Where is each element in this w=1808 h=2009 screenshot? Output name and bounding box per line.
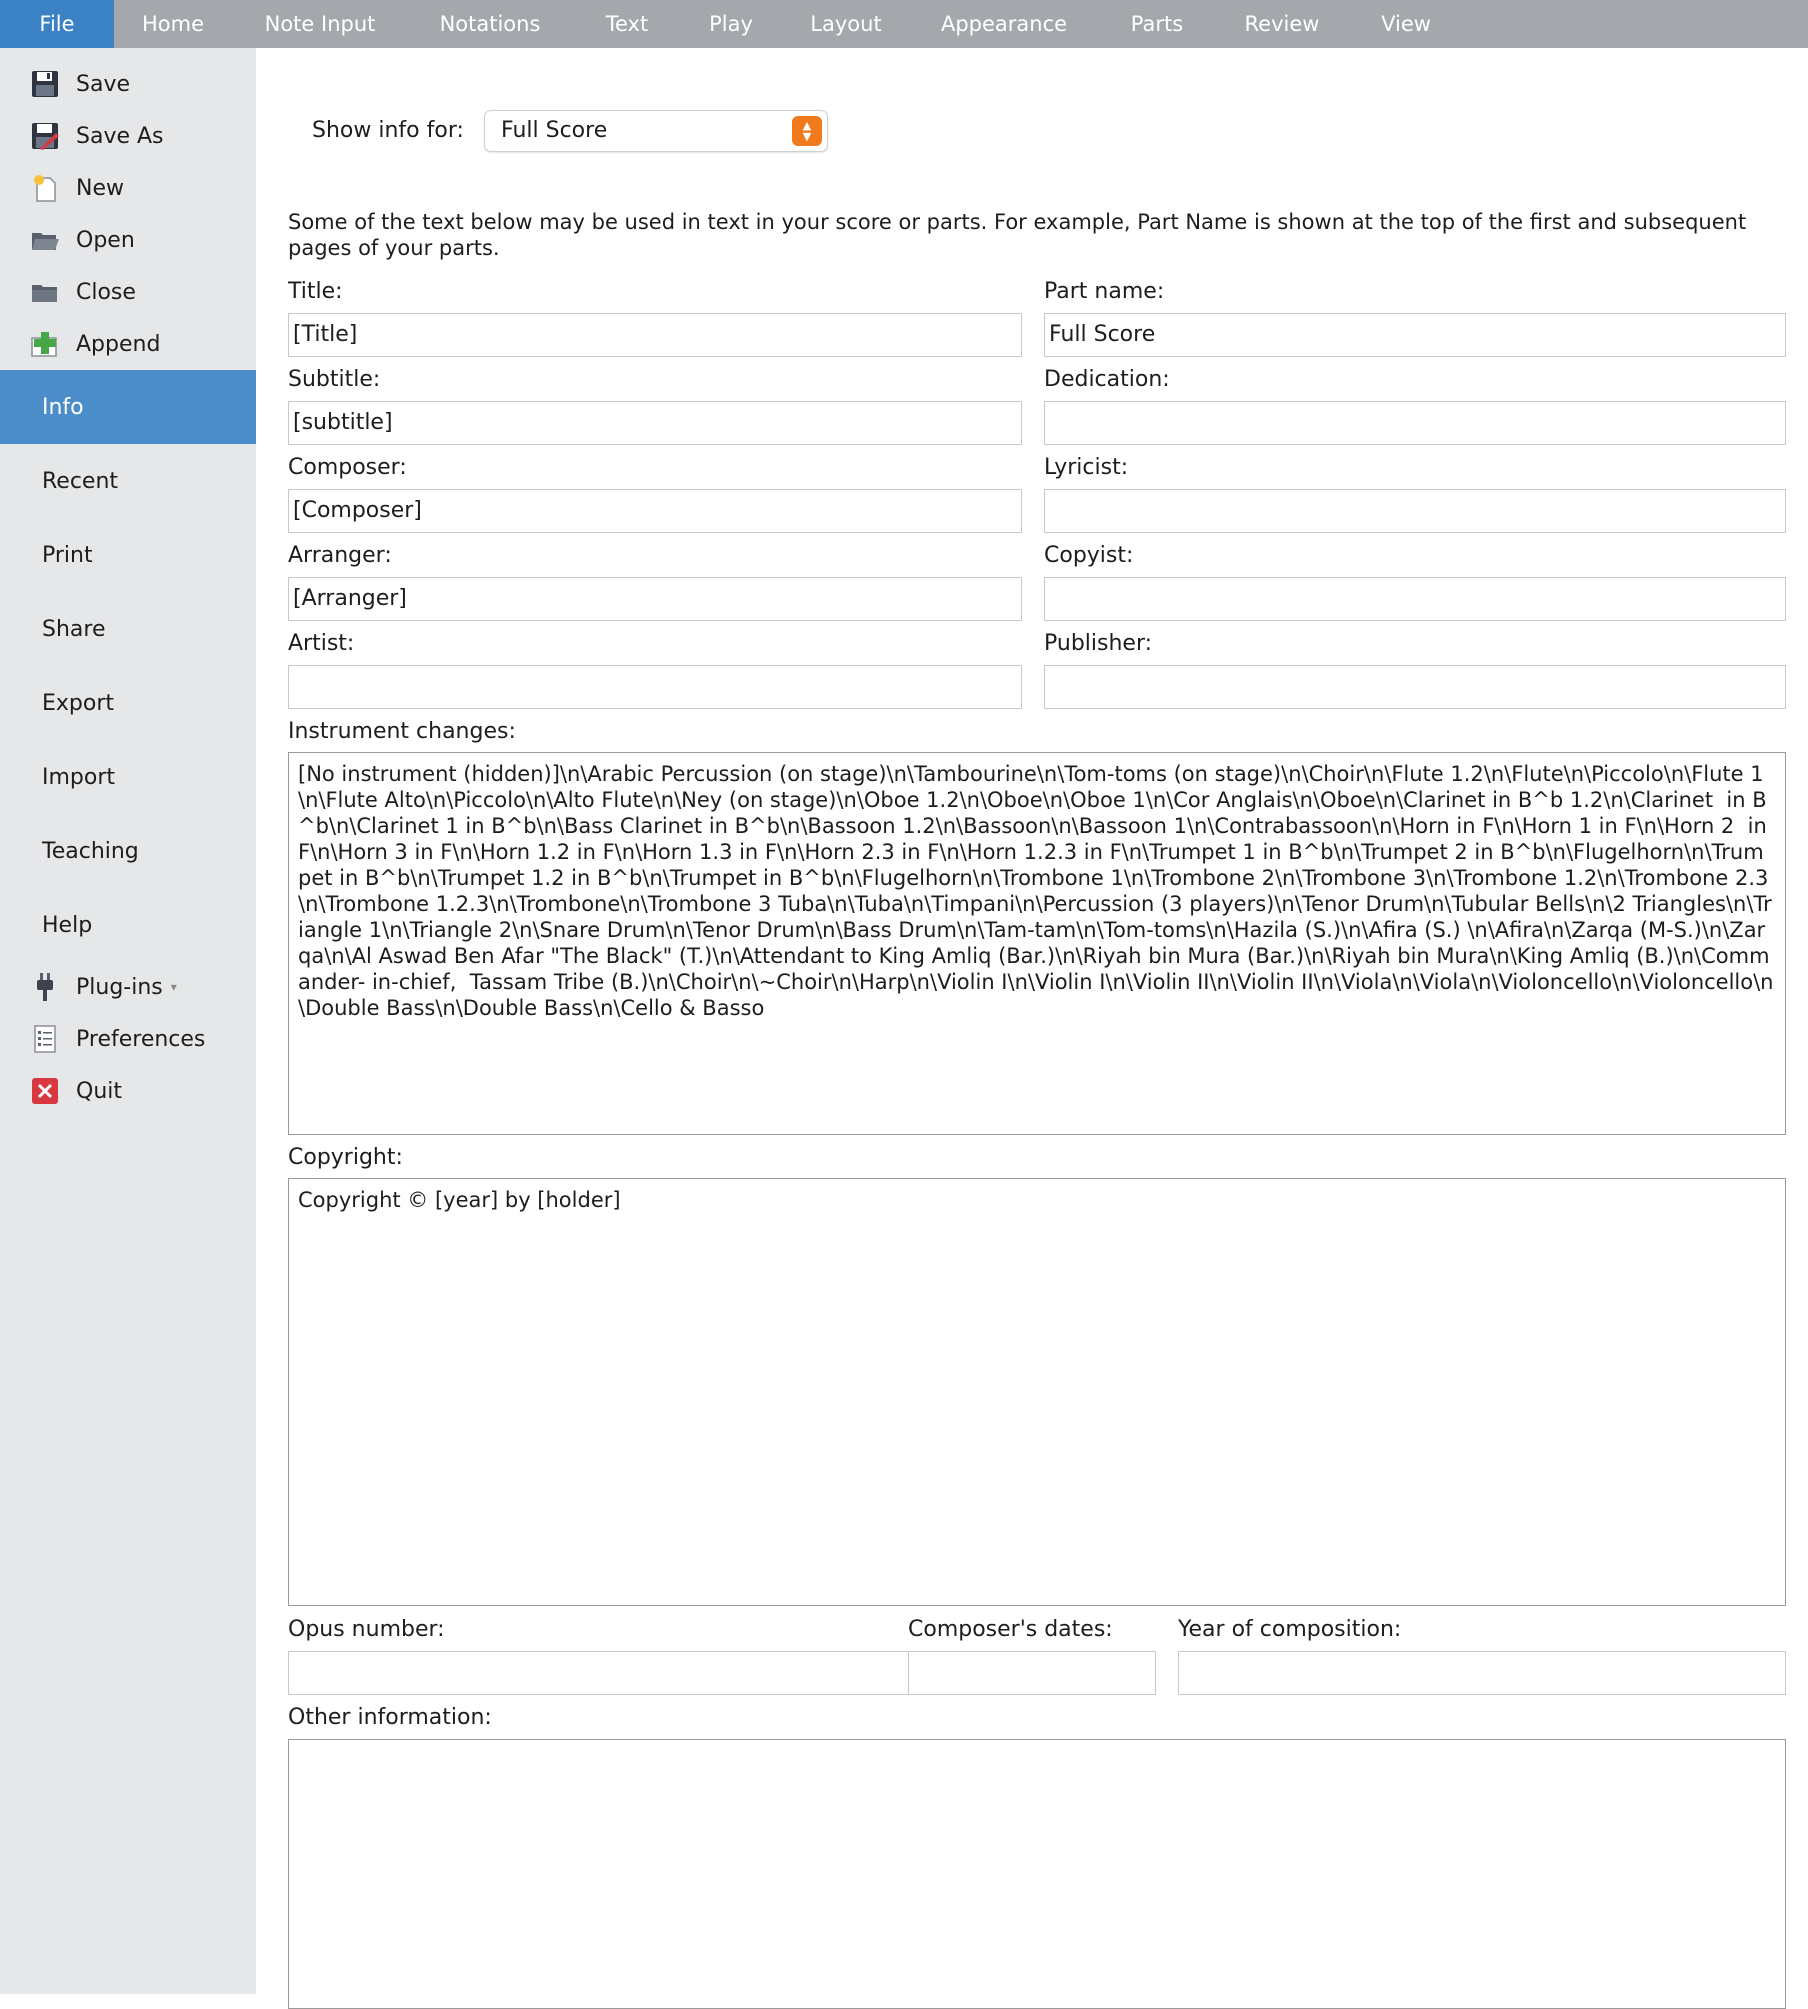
dedication-label: Dedication:	[1044, 367, 1170, 392]
save-as-button[interactable]	[0, 110, 256, 162]
ribbon-tab-bar	[0, 0, 1808, 48]
quit-icon	[30, 1076, 60, 1106]
instrument-changes-label: Instrument changes:	[288, 719, 516, 744]
floppy-disk-icon	[30, 69, 60, 99]
folder-open-icon	[30, 225, 60, 255]
sidebar-item-teaching[interactable]: Teaching	[42, 838, 139, 864]
publisher-field[interactable]	[1044, 665, 1786, 709]
copyright-label: Copyright:	[288, 1145, 403, 1170]
other-information-field[interactable]	[288, 1739, 1786, 2009]
tab-parts[interactable]: Parts	[1130, 12, 1184, 36]
backstage-sidebar	[0, 48, 256, 1994]
append-label: Append	[76, 331, 161, 357]
folder-close-icon	[30, 277, 60, 307]
new-label: New	[76, 175, 124, 201]
save-label: Save	[76, 71, 131, 97]
show-info-for-select[interactable]	[484, 110, 828, 152]
preferences-icon	[30, 1024, 60, 1054]
instrument-changes-field[interactable]: [No instrument (hidden)]\n\Arabic Percussion (on stage)\n\Tambourine\n\Tom-toms (on stage)\n\Choir\n\Flute 1.2\n\Flute\n\Piccolo\n\Flute 1\n\Flute Alto\n\Piccolo\n\Alto Flute\n\Ney (on stage)\n\Oboe 1.2\n\Oboe\n\Oboe 1\n\Cor Anglais\n\Oboe\n\Clarinet in B^b 1.2\n\Clarinet in B^b\n\Clarinet 1 in B^b\n\Bass Clarinet in B^b\n\Bassoon 1.2\n\Bassoon\n\Bassoon 1\n\Contrabassoon\n\Horn in F\n\Horn 1 in F\n\Horn 2 in F\n\Horn 3 in F\n\Horn 1.2 in F\n\Horn 1.3 in F\n\Horn 2.3 in F\n\Horn 1.2.3 in F\n\Trumpet 1 in B^b\n\Trumpet 2 in B^b\n\Flugelhorn\n\Trumpet in B^b\n\Trumpet 1.2 in B^b\n\Trumpet in B^b\n\Flugelhorn\n\Trombone 1\n\Trombone 2\n\Trombone 3\n\Trombone 1.2\n\Trombone 2.3\n\Trombone 1.2.3\n\Trombone\n\Trombone 3 Tuba\n\Tuba\n\Timpani\n\Percussion (3 players)\n\Tenor Drum\n\Tubular Bells\n\2 Triangles\n\Triangle 1\n\Triangle 2\n\Snare Drum\n\Tenor Drum\n\Bass Drum\n\Tam-tam\n\Tom-toms\n\Hazila (S.)\n\Afira (S.) \n\Afira\n\Zarqa (M-S.)\n\Zarqa\n\Al Aswad Ben Afar "The Black" (T.)\n\Attendant to King Amliq (Bar.)\n\Riyah bin Mura (Bar.)\n\Riyah bin Mura\n\King Amliq (B.)\n\Commander- in-chief, Tassam Tribe (B.)\n\Choir\n\~Choir\n\Harp\n\Violin I\n\Violin I\n\Violin II\n\Violin II\n\Viola\n\Viola\n\Violoncello\n\Violoncello\n\Double Bass\n\Double Bass\n\Cello & Basso	[288, 752, 1786, 1135]
composer-field[interactable]: [Composer]	[288, 489, 1022, 533]
info-help-text: Some of the text below may be used in text in your score or parts. For example, Part Name is shown at the top of the first and subsequent pages of your parts.	[288, 210, 1747, 260]
subtitle-label: Subtitle:	[288, 367, 381, 392]
save-as-label: Save As	[76, 123, 164, 149]
year-of-composition-field[interactable]	[1178, 1651, 1786, 1695]
chevron-down-icon: ▾	[170, 980, 177, 994]
sidebar-item-share[interactable]: Share	[42, 616, 106, 642]
part-name-field[interactable]: Full Score	[1044, 313, 1786, 357]
lyricist-label: Lyricist:	[1044, 455, 1129, 480]
arranger-label: Arranger:	[288, 543, 392, 568]
opus-number-field[interactable]	[288, 1651, 924, 1695]
preferences-label: Preferences	[76, 1026, 206, 1052]
sidebar-item-info[interactable]: Info	[0, 370, 256, 444]
close-button[interactable]	[0, 266, 256, 318]
year-of-composition-label: Year of composition:	[1178, 1617, 1402, 1642]
quit-button[interactable]	[0, 1065, 256, 1117]
tab-appearance[interactable]: Appearance	[940, 12, 1068, 36]
save-button[interactable]	[0, 58, 256, 110]
publisher-label: Publisher:	[1044, 631, 1153, 656]
copyist-label: Copyist:	[1044, 543, 1134, 568]
tab-notations[interactable]: Notations	[439, 12, 541, 36]
tab-home[interactable]: Home	[141, 12, 204, 36]
part-name-label: Part name:	[1044, 279, 1165, 304]
opus-number-label: Opus number:	[288, 1617, 445, 1642]
tab-note-input[interactable]: Note Input	[264, 12, 376, 36]
sidebar-item-help[interactable]: Help	[42, 912, 93, 938]
chevron-updown-icon: ▲ ▼	[792, 116, 822, 146]
sidebar-item-import[interactable]: Import	[42, 764, 116, 790]
open-label: Open	[76, 227, 135, 253]
tab-layout[interactable]: Layout	[810, 12, 882, 36]
quit-label: Quit	[76, 1078, 122, 1104]
sidebar-item-export[interactable]: Export	[42, 690, 115, 716]
append-icon	[30, 329, 60, 359]
composer-label: Composer:	[288, 455, 407, 480]
composers-dates-label: Composer's dates:	[908, 1617, 1113, 1642]
tab-review[interactable]: Review	[1244, 12, 1320, 36]
artist-label: Artist:	[288, 631, 355, 656]
sidebar-item-print[interactable]: Print	[42, 542, 93, 568]
copyist-field[interactable]	[1044, 577, 1786, 621]
preferences-button[interactable]	[0, 1013, 256, 1065]
append-button[interactable]	[0, 318, 256, 370]
plug-icon	[30, 972, 60, 1002]
copyright-field[interactable]: Copyright © [year] by [holder]	[288, 1178, 1786, 1606]
tab-file[interactable]: File	[0, 0, 114, 48]
plug-ins-label: Plug-ins	[76, 974, 163, 1000]
tab-view[interactable]: View	[1381, 12, 1431, 36]
show-info-for-value: Full Score	[501, 118, 608, 143]
tab-text[interactable]: Text	[605, 12, 649, 36]
sidebar-item-recent[interactable]: Recent	[42, 468, 119, 494]
artist-field[interactable]	[288, 665, 1022, 709]
new-document-icon	[30, 173, 60, 203]
close-label: Close	[76, 279, 136, 305]
save-as-icon	[30, 121, 60, 151]
new-button[interactable]	[0, 162, 256, 214]
plug-ins-button[interactable]	[0, 961, 256, 1013]
dedication-field[interactable]	[1044, 401, 1786, 445]
info-panel	[256, 48, 1808, 1994]
subtitle-field[interactable]: [subtitle]	[288, 401, 1022, 445]
tab-play[interactable]: Play	[709, 12, 753, 36]
arranger-field[interactable]: [Arranger]	[288, 577, 1022, 621]
show-info-for-label: Show info for:	[312, 118, 464, 143]
title-label: Title:	[288, 279, 343, 304]
open-button[interactable]	[0, 214, 256, 266]
other-information-label: Other information:	[288, 1705, 492, 1730]
title-field[interactable]: [Title]	[288, 313, 1022, 357]
lyricist-field[interactable]	[1044, 489, 1786, 533]
composers-dates-field[interactable]	[908, 1651, 1156, 1695]
